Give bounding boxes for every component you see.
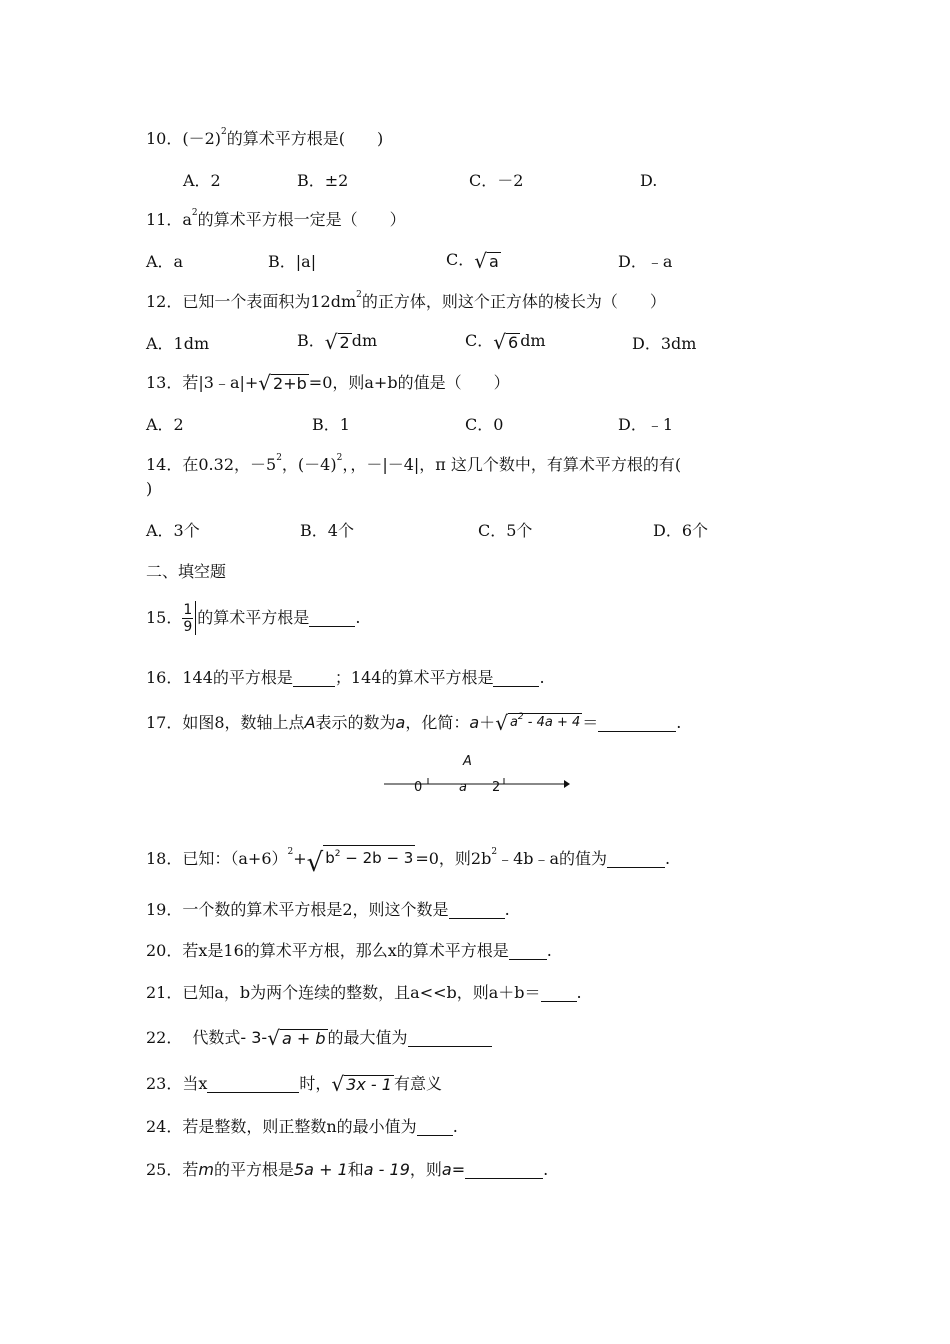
question-text: a	[182, 210, 192, 229]
operator: +	[293, 849, 307, 868]
numerator: 1	[183, 601, 193, 618]
question-text: 当x	[182, 1074, 208, 1093]
question-text: 代数式	[192, 1028, 241, 1047]
superscript: 2	[356, 290, 362, 300]
question-text: 一个数的算术平方根是2，则这个数是	[182, 900, 449, 919]
question-text: 的平方根是	[213, 1160, 294, 1179]
answer-blank[interactable]	[293, 670, 335, 687]
question-number: 18．	[146, 849, 183, 868]
radicand: - 4a + 4	[523, 715, 581, 730]
superscript: 2	[287, 847, 294, 857]
question-text: 和	[347, 1160, 364, 1179]
answer-blank[interactable]	[309, 610, 355, 627]
sqrt-expression: √ a + b	[267, 1026, 326, 1050]
question-21	[146, 982, 582, 1004]
option-b: B．4个	[300, 521, 354, 540]
sqrt-expression: √ a	[474, 249, 499, 273]
question-text: 若x是16的算术平方根，那么x的算术平方根是	[182, 941, 509, 960]
question-13	[146, 372, 510, 394]
section-heading: 二、填空题	[146, 562, 227, 581]
question-12	[146, 291, 666, 313]
answer-blank[interactable]	[408, 1030, 492, 1047]
punctuation: .	[452, 1117, 458, 1136]
question-number: 11．	[146, 210, 183, 229]
question-number: 23．	[146, 1074, 183, 1093]
question-text: 若	[182, 1160, 199, 1179]
question-number: 14．	[146, 455, 183, 474]
operator: ＝	[582, 713, 599, 732]
punctuation: .	[665, 849, 671, 868]
sqrt-expression: √ 6	[493, 330, 519, 354]
question-text: 若|3﹣a|+	[182, 373, 259, 392]
unit: dm	[520, 331, 546, 350]
expression: 5a + 1	[294, 1160, 348, 1179]
question-15	[146, 598, 360, 638]
question-text: ；144的算术平方根是	[334, 668, 494, 687]
question-text: ，则	[409, 1160, 442, 1179]
answer-blank[interactable]	[449, 902, 505, 919]
answer-blank[interactable]	[465, 1162, 543, 1179]
answer-blank[interactable]	[417, 1119, 453, 1136]
expression: a - 19	[363, 1160, 410, 1179]
denominator: 9	[183, 618, 193, 635]
variable: a	[395, 713, 406, 732]
radicand: a	[489, 252, 499, 271]
superscript: 2	[221, 127, 227, 137]
question-11	[146, 209, 406, 231]
question-number: 10．	[146, 129, 183, 148]
question-14-continued: )	[146, 479, 153, 498]
question-text: 的算术平方根是	[197, 608, 310, 627]
superscript: 2	[191, 208, 198, 218]
answer-blank[interactable]	[207, 1076, 299, 1093]
expression: - 3-	[240, 1028, 268, 1047]
question-18	[146, 845, 671, 878]
sqrt-expression: √ 2	[324, 330, 350, 354]
question-text: 表示的数为	[315, 713, 396, 732]
superscript: 2	[517, 712, 524, 722]
fraction	[182, 602, 193, 635]
question-14	[146, 454, 681, 476]
question-text: 若是整数，则正整数n的最小值为	[182, 1117, 417, 1136]
radicand: 2	[339, 333, 350, 352]
option-c: C．5个	[478, 521, 533, 540]
question-24	[146, 1116, 458, 1138]
question-text: 144的平方根是	[182, 668, 293, 687]
question-10	[146, 128, 383, 150]
option-c: C．0	[465, 415, 504, 434]
question-17	[146, 712, 681, 734]
option-c	[465, 330, 546, 352]
option-c: C．－2	[469, 171, 524, 190]
radicand: a	[509, 715, 518, 730]
option-d: D.	[640, 171, 658, 190]
radicand: 3x - 1	[346, 1075, 392, 1094]
punctuation: .	[676, 713, 682, 732]
option-d: D．6个	[653, 521, 709, 540]
radicand: a + b	[281, 1029, 326, 1048]
question-text: 在0.32，－5	[182, 455, 277, 474]
answer-blank[interactable]	[509, 943, 547, 960]
question-number: 17．	[146, 713, 183, 732]
variable: a	[441, 1160, 452, 1179]
option-a: A．2	[146, 415, 184, 434]
question-number: 15．	[146, 608, 183, 627]
option-label: C．	[465, 331, 494, 350]
radicand: 2+b	[273, 374, 307, 393]
question-text: 的最大值为	[327, 1028, 408, 1047]
question-number: 12．	[146, 292, 183, 311]
option-b: B．|a|	[268, 252, 317, 271]
option-b: B．1	[312, 415, 350, 434]
option-a: A．a	[146, 252, 184, 271]
number-line-figure	[380, 750, 580, 798]
point-a-label: A	[463, 754, 472, 769]
question-19	[146, 899, 510, 921]
question-text: 已知a，b为两个连续的整数，且a<<b，则a＋b＝	[182, 983, 541, 1002]
operator: =	[451, 1160, 466, 1179]
punctuation: .	[576, 983, 582, 1002]
sqrt-expression: √ $b^2 - 2b - 3$	[307, 845, 416, 873]
question-text: 如图8，数轴上点	[182, 713, 305, 732]
superscript: 2	[334, 849, 341, 859]
question-number: 24．	[146, 1117, 183, 1136]
question-number: 16．	[146, 668, 183, 687]
punctuation: .	[355, 608, 361, 627]
question-23	[146, 1073, 442, 1095]
punctuation: .	[504, 900, 510, 919]
zero-label: 0	[414, 780, 423, 795]
option-a: A．3个	[146, 521, 200, 540]
question-text: 的算术平方根是( )	[226, 129, 384, 148]
answer-blank[interactable]	[598, 715, 676, 732]
option-d: D．﹣1	[618, 415, 674, 434]
punctuation: .	[546, 941, 552, 960]
sqrt-expression: √ 2+b	[258, 371, 307, 395]
radicand: 6	[508, 333, 519, 352]
question-22	[146, 1027, 492, 1049]
absolute-bar	[195, 601, 196, 635]
question-text: 已知：（a+6）	[182, 849, 288, 868]
option-a: A．2	[183, 171, 221, 190]
point-label: A	[304, 713, 316, 732]
question-number: 20．	[146, 941, 183, 960]
question-20	[146, 940, 552, 962]
question-number: 19．	[146, 900, 183, 919]
option-b	[297, 330, 377, 352]
option-d: D．3dm	[632, 334, 697, 353]
sqrt-expression: √ $a^2 - 4a + 4$	[495, 711, 581, 735]
question-text: 的正方体，则这个正方体的棱长为（ ）	[361, 292, 666, 311]
operator: ＋	[479, 713, 496, 732]
punctuation: .	[543, 1160, 549, 1179]
two-label: 2	[492, 780, 501, 795]
question-text: 时，	[299, 1074, 332, 1093]
option-label: B．	[297, 331, 325, 350]
question-number: 21．	[146, 983, 183, 1002]
question-16	[146, 667, 545, 689]
punctuation: .	[539, 668, 545, 687]
question-text: (－2)	[182, 129, 222, 148]
question-text: =0，则a+b的值是（ ）	[308, 373, 510, 392]
option-d: D．﹣a	[618, 252, 673, 271]
sqrt-expression: √ 3x - 1	[331, 1072, 392, 1096]
option-label: C．	[446, 250, 475, 269]
question-number: 13．	[146, 373, 183, 392]
question-text: ﹣4b﹣a的值为	[497, 849, 608, 868]
option-c	[446, 249, 501, 271]
question-25	[146, 1159, 548, 1181]
superscript: 2	[276, 453, 282, 463]
question-text: 的算术平方根一定是（ ）	[197, 210, 406, 229]
question-text: =0，则2b	[415, 849, 492, 868]
option-a: A．1dm	[146, 334, 210, 353]
question-text: ，(－4)	[281, 455, 337, 474]
option-b: B．±2	[297, 171, 349, 190]
arrow-icon	[564, 780, 570, 788]
question-number: 22．	[146, 1028, 183, 1047]
superscript: 2	[491, 847, 498, 857]
question-number: 25．	[146, 1160, 183, 1179]
question-text: ，化简：	[405, 713, 470, 732]
a-label: a	[459, 780, 467, 795]
answer-blank[interactable]	[541, 985, 577, 1002]
variable: m	[198, 1160, 214, 1179]
superscript: 2	[336, 453, 343, 463]
question-text: 已知一个表面积为12dm	[182, 292, 357, 311]
question-text: ，，－|－4|，π 这几个数中，有算术平方根的有(	[342, 455, 682, 474]
question-text: 有意义	[393, 1074, 442, 1093]
radicand: − 2b − 3	[340, 849, 414, 867]
answer-blank[interactable]	[493, 670, 539, 687]
variable: a	[469, 713, 480, 732]
radicand: b	[325, 849, 335, 867]
unit: dm	[351, 331, 378, 350]
answer-blank[interactable]	[607, 851, 665, 868]
